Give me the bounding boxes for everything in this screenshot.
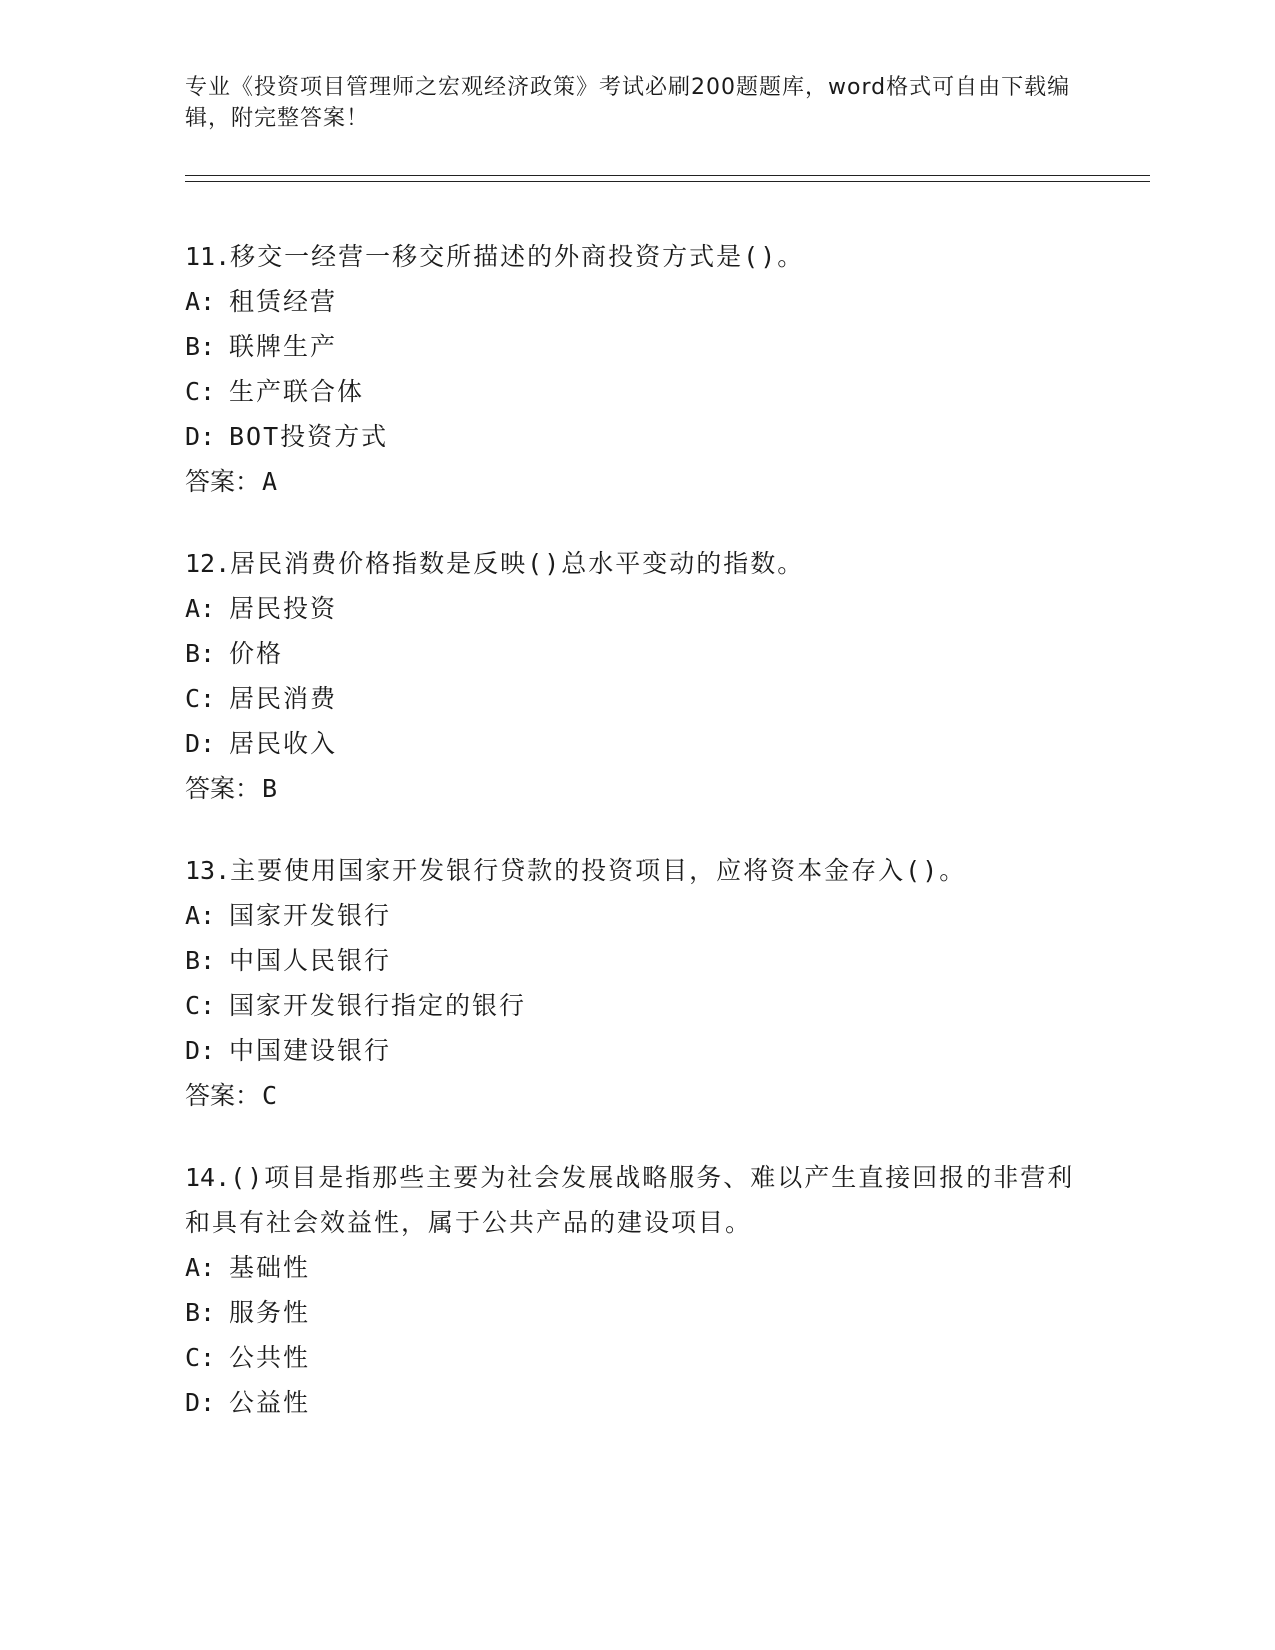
question-stem [185,234,1085,279]
option-c [185,983,1085,1028]
option-text: 国家开发银行 [229,901,392,930]
option-letter: C: [185,684,216,713]
option-letter: D: [185,422,216,451]
option-d [185,721,1085,766]
option-text: 公共性 [229,1343,311,1372]
option-c [185,1335,1085,1380]
option-letter: A: [185,1253,216,1282]
option-letter: D: [185,729,216,758]
option-letter: C: [185,1343,216,1372]
option-b [185,1290,1085,1335]
option-text: 中国建设银行 [229,1036,392,1065]
option-letter: A: [185,594,216,623]
option-b [185,631,1085,676]
answer-line [185,1073,1085,1118]
question-13 [185,848,1085,1118]
option-a [185,893,1085,938]
option-letter: C: [185,991,216,1020]
option-a [185,279,1085,324]
option-a [185,1245,1085,1290]
option-letter: A: [185,287,216,316]
option-c [185,369,1085,414]
option-text: 居民收入 [229,729,338,758]
option-letter: A: [185,901,216,930]
option-text: 居民投资 [229,594,338,623]
option-a [185,586,1085,631]
option-letter: B: [185,639,216,668]
option-text: 租赁经营 [229,287,338,316]
answer-value: B [262,774,278,803]
header-divider-top [185,175,1150,176]
option-d [185,1028,1085,1073]
option-letter: C: [185,377,216,406]
document-header: 专业《投资项目管理师之宏观经济政策》考试必刷200题题库，word格式可自由下载编辑，附完整答案！ [185,75,1071,131]
option-d [185,1380,1085,1425]
question-list [185,234,1085,1462]
option-letter: B: [185,946,216,975]
answer-label: 答案： [185,1081,261,1110]
question-stem [185,541,1085,586]
option-text: 价格 [229,639,284,668]
question-number: 14. [185,1163,231,1192]
option-text: 联牌生产 [229,332,338,361]
option-letter: B: [185,332,216,361]
option-text: BOT投资方式 [229,422,389,451]
option-letter: D: [185,1036,216,1065]
option-text: 国家开发银行指定的银行 [229,991,527,1020]
option-text: 生产联合体 [229,377,365,406]
answer-label: 答案： [185,774,261,803]
option-b [185,938,1085,983]
option-text: 公益性 [229,1388,311,1417]
question-12 [185,541,1085,811]
question-stem [185,1155,1085,1245]
answer-label: 答案： [185,467,261,496]
option-text: 服务性 [229,1298,311,1327]
question-11 [185,234,1085,504]
question-stem [185,848,1085,893]
option-text: 基础性 [229,1253,311,1282]
option-text: 中国人民银行 [229,946,392,975]
option-b [185,324,1085,369]
option-letter: D: [185,1388,216,1417]
question-number: 12. [185,549,231,578]
option-c [185,676,1085,721]
option-text: 居民消费 [229,684,338,713]
question-text: 居民消费价格指数是反映()总水平变动的指数。 [230,549,805,578]
answer-value: C [262,1081,278,1110]
header-divider-bottom [185,181,1150,182]
question-number: 11. [185,242,231,271]
question-text: 移交一经营一移交所描述的外商投资方式是()。 [230,242,805,271]
answer-value: A [262,467,278,496]
option-letter: B: [185,1298,216,1327]
option-d [185,414,1085,459]
question-text: 主要使用国家开发银行贷款的投资项目，应将资本金存入()。 [230,856,967,885]
answer-line [185,766,1085,811]
question-number: 13. [185,856,231,885]
answer-line [185,459,1085,504]
question-text: ()项目是指那些主要为社会发展战略服务、难以产生直接回报的非营利和具有社会效益性，属于公共产品的建设项目。 [185,1163,1075,1237]
question-14 [185,1155,1085,1425]
